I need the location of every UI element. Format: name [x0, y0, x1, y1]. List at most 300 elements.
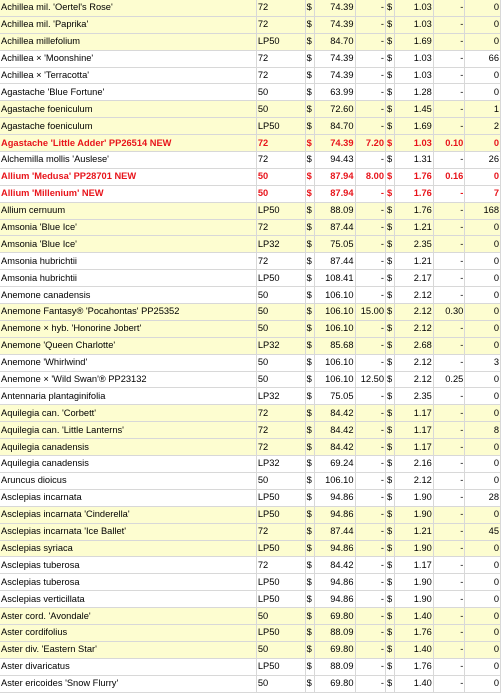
- unit-royalty-cell[interactable]: -: [433, 405, 465, 422]
- unit-price-cell[interactable]: 1.21: [395, 219, 434, 236]
- tray-size-cell[interactable]: 72: [256, 0, 305, 16]
- plant-name-cell[interactable]: Asclepias verticillata: [0, 591, 256, 608]
- unit-price-cell[interactable]: 1.03: [395, 50, 434, 67]
- unit-price-cell[interactable]: 1.03: [395, 0, 434, 16]
- table-row[interactable]: [0, 253, 501, 270]
- tray-price-cell[interactable]: 74.39: [314, 0, 355, 16]
- tray-royalty-cell[interactable]: -: [355, 675, 386, 692]
- tray-royalty-cell[interactable]: -: [355, 152, 386, 169]
- plant-name-cell[interactable]: Allium 'Medusa' PP28701 NEW: [0, 168, 256, 185]
- currency-cell[interactable]: $: [305, 641, 314, 658]
- quantity-cell[interactable]: 28: [465, 489, 501, 506]
- currency-cell[interactable]: $: [305, 320, 314, 337]
- table-row[interactable]: [0, 354, 501, 371]
- tray-royalty-cell[interactable]: 8.00: [355, 168, 386, 185]
- unit-royalty-cell[interactable]: -: [433, 152, 465, 169]
- plant-name-cell[interactable]: Agastache foeniculum: [0, 118, 256, 135]
- currency-cell[interactable]: $: [386, 439, 395, 456]
- unit-price-cell[interactable]: 2.16: [395, 456, 434, 473]
- tray-size-cell[interactable]: 72: [256, 135, 305, 152]
- quantity-cell[interactable]: 26: [465, 152, 501, 169]
- tray-price-cell[interactable]: 88.09: [314, 202, 355, 219]
- unit-royalty-cell[interactable]: -: [433, 50, 465, 67]
- tray-size-cell[interactable]: 50: [256, 472, 305, 489]
- currency-cell[interactable]: $: [386, 388, 395, 405]
- tray-price-cell[interactable]: 84.42: [314, 557, 355, 574]
- unit-royalty-cell[interactable]: -: [433, 658, 465, 675]
- currency-cell[interactable]: $: [386, 472, 395, 489]
- tray-size-cell[interactable]: 50: [256, 304, 305, 321]
- currency-cell[interactable]: $: [305, 439, 314, 456]
- tray-price-cell[interactable]: 94.43: [314, 152, 355, 169]
- tray-size-cell[interactable]: LP50: [256, 591, 305, 608]
- quantity-cell[interactable]: 0: [465, 591, 501, 608]
- tray-size-cell[interactable]: 50: [256, 101, 305, 118]
- unit-royalty-cell[interactable]: -: [433, 354, 465, 371]
- table-row[interactable]: [0, 287, 501, 304]
- unit-price-cell[interactable]: 2.12: [395, 354, 434, 371]
- currency-cell[interactable]: $: [386, 624, 395, 641]
- tray-royalty-cell[interactable]: -: [355, 557, 386, 574]
- unit-price-cell[interactable]: 2.35: [395, 388, 434, 405]
- currency-cell[interactable]: $: [305, 489, 314, 506]
- quantity-cell[interactable]: 0: [465, 557, 501, 574]
- unit-royalty-cell[interactable]: -: [433, 439, 465, 456]
- tray-royalty-cell[interactable]: -: [355, 320, 386, 337]
- quantity-cell[interactable]: 0: [465, 33, 501, 50]
- plant-name-cell[interactable]: Aruncus dioicus: [0, 472, 256, 489]
- tray-price-cell[interactable]: 69.80: [314, 641, 355, 658]
- currency-cell[interactable]: $: [386, 337, 395, 354]
- unit-royalty-cell[interactable]: -: [433, 608, 465, 625]
- plant-name-cell[interactable]: Anemone canadensis: [0, 287, 256, 304]
- currency-cell[interactable]: $: [386, 540, 395, 557]
- plant-name-cell[interactable]: Anemone × hyb. 'Honorine Jobert': [0, 320, 256, 337]
- unit-royalty-cell[interactable]: -: [433, 574, 465, 591]
- unit-royalty-cell[interactable]: -: [433, 287, 465, 304]
- plant-name-cell[interactable]: Asclepias incarnata: [0, 489, 256, 506]
- plant-name-cell[interactable]: Agastache 'Little Adder' PP26514 NEW: [0, 135, 256, 152]
- tray-royalty-cell[interactable]: -: [355, 0, 386, 16]
- plant-name-cell[interactable]: Aquilegia can. 'Little Lanterns': [0, 422, 256, 439]
- tray-price-cell[interactable]: 94.86: [314, 574, 355, 591]
- tray-price-cell[interactable]: 87.94: [314, 185, 355, 202]
- table-row[interactable]: [0, 219, 501, 236]
- quantity-cell[interactable]: 0: [465, 0, 501, 16]
- quantity-cell[interactable]: 3: [465, 354, 501, 371]
- table-row[interactable]: [0, 608, 501, 625]
- table-row[interactable]: [0, 0, 501, 16]
- currency-cell[interactable]: $: [386, 202, 395, 219]
- table-row[interactable]: [0, 489, 501, 506]
- currency-cell[interactable]: $: [305, 574, 314, 591]
- tray-royalty-cell[interactable]: -: [355, 202, 386, 219]
- tray-size-cell[interactable]: LP50: [256, 270, 305, 287]
- tray-royalty-cell[interactable]: -: [355, 489, 386, 506]
- plant-name-cell[interactable]: Aster ericoides 'Snow Flurry': [0, 675, 256, 692]
- table-row[interactable]: [0, 557, 501, 574]
- quantity-cell[interactable]: 168: [465, 202, 501, 219]
- quantity-cell[interactable]: 0: [465, 135, 501, 152]
- plant-name-cell[interactable]: Amsonia 'Blue Ice': [0, 236, 256, 253]
- currency-cell[interactable]: $: [305, 371, 314, 388]
- tray-price-cell[interactable]: 69.80: [314, 675, 355, 692]
- tray-size-cell[interactable]: 72: [256, 422, 305, 439]
- tray-size-cell[interactable]: 72: [256, 219, 305, 236]
- plant-name-cell[interactable]: Anemone 'Queen Charlotte': [0, 337, 256, 354]
- table-row[interactable]: [0, 33, 501, 50]
- plant-name-cell[interactable]: Amsonia 'Blue Ice': [0, 219, 256, 236]
- tray-royalty-cell[interactable]: -: [355, 270, 386, 287]
- quantity-cell[interactable]: 0: [465, 16, 501, 33]
- plant-name-cell[interactable]: Achillea × 'Moonshine': [0, 50, 256, 67]
- unit-royalty-cell[interactable]: -: [433, 506, 465, 523]
- plant-name-cell[interactable]: Allium cernuum: [0, 202, 256, 219]
- tray-price-cell[interactable]: 72.60: [314, 101, 355, 118]
- unit-price-cell[interactable]: 1.76: [395, 202, 434, 219]
- unit-royalty-cell[interactable]: -: [433, 540, 465, 557]
- currency-cell[interactable]: $: [305, 84, 314, 101]
- currency-cell[interactable]: $: [305, 591, 314, 608]
- tray-price-cell[interactable]: 87.44: [314, 219, 355, 236]
- unit-price-cell[interactable]: 1.17: [395, 439, 434, 456]
- tray-size-cell[interactable]: LP50: [256, 118, 305, 135]
- quantity-cell[interactable]: 1: [465, 101, 501, 118]
- table-row[interactable]: [0, 422, 501, 439]
- quantity-cell[interactable]: 7: [465, 185, 501, 202]
- unit-price-cell[interactable]: 2.12: [395, 472, 434, 489]
- tray-price-cell[interactable]: 85.68: [314, 337, 355, 354]
- currency-cell[interactable]: $: [305, 270, 314, 287]
- unit-royalty-cell[interactable]: -: [433, 236, 465, 253]
- plant-name-cell[interactable]: Asclepias tuberosa: [0, 574, 256, 591]
- tray-royalty-cell[interactable]: -: [355, 456, 386, 473]
- tray-size-cell[interactable]: 50: [256, 168, 305, 185]
- quantity-cell[interactable]: 0: [465, 388, 501, 405]
- currency-cell[interactable]: $: [305, 219, 314, 236]
- tray-price-cell[interactable]: 106.10: [314, 371, 355, 388]
- tray-price-cell[interactable]: 84.70: [314, 33, 355, 50]
- tray-size-cell[interactable]: 72: [256, 405, 305, 422]
- currency-cell[interactable]: $: [386, 236, 395, 253]
- currency-cell[interactable]: $: [386, 253, 395, 270]
- unit-price-cell[interactable]: 1.21: [395, 523, 434, 540]
- unit-price-cell[interactable]: 1.90: [395, 540, 434, 557]
- tray-price-cell[interactable]: 74.39: [314, 50, 355, 67]
- table-row[interactable]: [0, 591, 501, 608]
- quantity-cell[interactable]: 0: [465, 84, 501, 101]
- tray-price-cell[interactable]: 74.39: [314, 16, 355, 33]
- currency-cell[interactable]: $: [305, 658, 314, 675]
- unit-royalty-cell[interactable]: -: [433, 118, 465, 135]
- currency-cell[interactable]: $: [305, 101, 314, 118]
- tray-royalty-cell[interactable]: -: [355, 50, 386, 67]
- tray-price-cell[interactable]: 94.86: [314, 591, 355, 608]
- tray-price-cell[interactable]: 74.39: [314, 67, 355, 84]
- tray-royalty-cell[interactable]: -: [355, 439, 386, 456]
- quantity-cell[interactable]: 0: [465, 304, 501, 321]
- unit-royalty-cell[interactable]: 0.25: [433, 371, 465, 388]
- quantity-cell[interactable]: 0: [465, 168, 501, 185]
- currency-cell[interactable]: $: [305, 388, 314, 405]
- unit-price-cell[interactable]: 1.40: [395, 675, 434, 692]
- currency-cell[interactable]: $: [386, 456, 395, 473]
- tray-royalty-cell[interactable]: 12.50: [355, 371, 386, 388]
- currency-cell[interactable]: $: [305, 472, 314, 489]
- tray-price-cell[interactable]: 106.10: [314, 472, 355, 489]
- table-row[interactable]: [0, 658, 501, 675]
- tray-size-cell[interactable]: 72: [256, 16, 305, 33]
- tray-size-cell[interactable]: 50: [256, 354, 305, 371]
- unit-royalty-cell[interactable]: -: [433, 101, 465, 118]
- tray-size-cell[interactable]: 72: [256, 557, 305, 574]
- tray-size-cell[interactable]: 72: [256, 152, 305, 169]
- tray-royalty-cell[interactable]: -: [355, 658, 386, 675]
- tray-size-cell[interactable]: 72: [256, 523, 305, 540]
- unit-price-cell[interactable]: 1.76: [395, 624, 434, 641]
- unit-price-cell[interactable]: 2.35: [395, 236, 434, 253]
- unit-royalty-cell[interactable]: -: [433, 270, 465, 287]
- unit-price-cell[interactable]: 1.03: [395, 135, 434, 152]
- tray-price-cell[interactable]: 75.05: [314, 388, 355, 405]
- plant-name-cell[interactable]: Aster divaricatus: [0, 658, 256, 675]
- unit-price-cell[interactable]: 1.21: [395, 253, 434, 270]
- unit-royalty-cell[interactable]: -: [433, 202, 465, 219]
- currency-cell[interactable]: $: [305, 202, 314, 219]
- unit-royalty-cell[interactable]: -: [433, 489, 465, 506]
- quantity-cell[interactable]: 66: [465, 50, 501, 67]
- currency-cell[interactable]: $: [305, 67, 314, 84]
- quantity-cell[interactable]: 0: [465, 405, 501, 422]
- currency-cell[interactable]: $: [386, 152, 395, 169]
- table-row[interactable]: [0, 540, 501, 557]
- plant-name-cell[interactable]: Allium 'Millenium' NEW: [0, 185, 256, 202]
- tray-size-cell[interactable]: LP50: [256, 489, 305, 506]
- currency-cell[interactable]: $: [305, 185, 314, 202]
- unit-price-cell[interactable]: 1.90: [395, 506, 434, 523]
- tray-price-cell[interactable]: 106.10: [314, 287, 355, 304]
- tray-size-cell[interactable]: 72: [256, 67, 305, 84]
- currency-cell[interactable]: $: [305, 118, 314, 135]
- unit-price-cell[interactable]: 2.68: [395, 337, 434, 354]
- table-row[interactable]: [0, 270, 501, 287]
- plant-name-cell[interactable]: Anemone 'Whirlwind': [0, 354, 256, 371]
- currency-cell[interactable]: $: [305, 354, 314, 371]
- quantity-cell[interactable]: 0: [465, 675, 501, 692]
- currency-cell[interactable]: $: [386, 135, 395, 152]
- tray-price-cell[interactable]: 84.42: [314, 439, 355, 456]
- tray-royalty-cell[interactable]: -: [355, 354, 386, 371]
- currency-cell[interactable]: $: [386, 270, 395, 287]
- currency-cell[interactable]: $: [386, 50, 395, 67]
- plant-name-cell[interactable]: Antennaria plantaginifolia: [0, 388, 256, 405]
- plant-name-cell[interactable]: Achillea mil. 'Paprika': [0, 16, 256, 33]
- tray-size-cell[interactable]: 50: [256, 641, 305, 658]
- unit-price-cell[interactable]: 1.90: [395, 591, 434, 608]
- plant-name-cell[interactable]: Aquilegia can. 'Corbett': [0, 405, 256, 422]
- tray-price-cell[interactable]: 63.99: [314, 84, 355, 101]
- quantity-cell[interactable]: 0: [465, 270, 501, 287]
- tray-royalty-cell[interactable]: -: [355, 506, 386, 523]
- tray-royalty-cell[interactable]: -: [355, 608, 386, 625]
- tray-size-cell[interactable]: LP50: [256, 202, 305, 219]
- unit-royalty-cell[interactable]: 0.10: [433, 135, 465, 152]
- tray-royalty-cell[interactable]: -: [355, 422, 386, 439]
- currency-cell[interactable]: $: [386, 118, 395, 135]
- quantity-cell[interactable]: 0: [465, 439, 501, 456]
- currency-cell[interactable]: $: [386, 304, 395, 321]
- quantity-cell[interactable]: 0: [465, 574, 501, 591]
- tray-price-cell[interactable]: 88.09: [314, 624, 355, 641]
- unit-price-cell[interactable]: 1.76: [395, 185, 434, 202]
- quantity-cell[interactable]: 0: [465, 371, 501, 388]
- tray-size-cell[interactable]: LP50: [256, 33, 305, 50]
- table-row[interactable]: [0, 320, 501, 337]
- unit-royalty-cell[interactable]: -: [433, 253, 465, 270]
- currency-cell[interactable]: $: [305, 422, 314, 439]
- currency-cell[interactable]: $: [386, 574, 395, 591]
- plant-name-cell[interactable]: Agastache foeniculum: [0, 101, 256, 118]
- tray-royalty-cell[interactable]: -: [355, 84, 386, 101]
- tray-size-cell[interactable]: LP32: [256, 388, 305, 405]
- table-row[interactable]: [0, 506, 501, 523]
- currency-cell[interactable]: $: [386, 219, 395, 236]
- currency-cell[interactable]: $: [305, 557, 314, 574]
- quantity-cell[interactable]: 0: [465, 320, 501, 337]
- table-row[interactable]: [0, 523, 501, 540]
- currency-cell[interactable]: $: [305, 337, 314, 354]
- table-row[interactable]: [0, 675, 501, 692]
- tray-royalty-cell[interactable]: -: [355, 472, 386, 489]
- unit-price-cell[interactable]: 2.12: [395, 371, 434, 388]
- unit-price-cell[interactable]: 1.69: [395, 33, 434, 50]
- table-row[interactable]: [0, 456, 501, 473]
- tray-price-cell[interactable]: 106.10: [314, 354, 355, 371]
- tray-size-cell[interactable]: LP50: [256, 540, 305, 557]
- unit-royalty-cell[interactable]: -: [433, 67, 465, 84]
- tray-price-cell[interactable]: 94.86: [314, 489, 355, 506]
- currency-cell[interactable]: $: [386, 16, 395, 33]
- plant-name-cell[interactable]: Aster div. 'Eastern Star': [0, 641, 256, 658]
- tray-size-cell[interactable]: 50: [256, 287, 305, 304]
- tray-royalty-cell[interactable]: -: [355, 219, 386, 236]
- table-row[interactable]: [0, 152, 501, 169]
- tray-royalty-cell[interactable]: -: [355, 641, 386, 658]
- tray-royalty-cell[interactable]: -: [355, 405, 386, 422]
- unit-royalty-cell[interactable]: -: [433, 422, 465, 439]
- quantity-cell[interactable]: 45: [465, 523, 501, 540]
- currency-cell[interactable]: $: [386, 641, 395, 658]
- unit-royalty-cell[interactable]: 0.16: [433, 168, 465, 185]
- quantity-cell[interactable]: 0: [465, 472, 501, 489]
- tray-size-cell[interactable]: 50: [256, 608, 305, 625]
- currency-cell[interactable]: $: [386, 489, 395, 506]
- unit-price-cell[interactable]: 1.17: [395, 422, 434, 439]
- currency-cell[interactable]: $: [386, 84, 395, 101]
- tray-price-cell[interactable]: 84.70: [314, 118, 355, 135]
- table-row[interactable]: [0, 371, 501, 388]
- tray-royalty-cell[interactable]: -: [355, 574, 386, 591]
- plant-name-cell[interactable]: Aquilegia canadensis: [0, 456, 256, 473]
- tray-royalty-cell[interactable]: -: [355, 388, 386, 405]
- unit-price-cell[interactable]: 1.45: [395, 101, 434, 118]
- tray-price-cell[interactable]: 74.39: [314, 135, 355, 152]
- tray-royalty-cell[interactable]: -: [355, 540, 386, 557]
- unit-price-cell[interactable]: 1.76: [395, 168, 434, 185]
- tray-size-cell[interactable]: LP32: [256, 236, 305, 253]
- unit-price-cell[interactable]: 1.28: [395, 84, 434, 101]
- currency-cell[interactable]: $: [305, 135, 314, 152]
- unit-price-cell[interactable]: 1.17: [395, 405, 434, 422]
- tray-price-cell[interactable]: 87.44: [314, 253, 355, 270]
- currency-cell[interactable]: $: [305, 287, 314, 304]
- tray-size-cell[interactable]: 50: [256, 84, 305, 101]
- quantity-cell[interactable]: 0: [465, 506, 501, 523]
- plant-name-cell[interactable]: Asclepias incarnata 'Cinderella': [0, 506, 256, 523]
- plant-name-cell[interactable]: Asclepias syriaca: [0, 540, 256, 557]
- table-row[interactable]: [0, 202, 501, 219]
- table-row[interactable]: [0, 388, 501, 405]
- plant-name-cell[interactable]: Aster cordifolius: [0, 624, 256, 641]
- tray-royalty-cell[interactable]: -: [355, 101, 386, 118]
- quantity-cell[interactable]: 0: [465, 608, 501, 625]
- quantity-cell[interactable]: 0: [465, 540, 501, 557]
- table-row[interactable]: [0, 84, 501, 101]
- quantity-cell[interactable]: 0: [465, 624, 501, 641]
- unit-royalty-cell[interactable]: -: [433, 219, 465, 236]
- unit-price-cell[interactable]: 1.31: [395, 152, 434, 169]
- tray-size-cell[interactable]: 50: [256, 320, 305, 337]
- currency-cell[interactable]: $: [386, 168, 395, 185]
- currency-cell[interactable]: $: [386, 405, 395, 422]
- tray-price-cell[interactable]: 94.86: [314, 506, 355, 523]
- tray-price-cell[interactable]: 84.42: [314, 422, 355, 439]
- plant-name-cell[interactable]: Achillea millefolium: [0, 33, 256, 50]
- currency-cell[interactable]: $: [386, 0, 395, 16]
- quantity-cell[interactable]: 0: [465, 287, 501, 304]
- unit-royalty-cell[interactable]: -: [433, 33, 465, 50]
- tray-royalty-cell[interactable]: -: [355, 591, 386, 608]
- tray-size-cell[interactable]: 72: [256, 50, 305, 67]
- table-row[interactable]: [0, 16, 501, 33]
- plant-name-cell[interactable]: Alchemilla mollis 'Auslese': [0, 152, 256, 169]
- tray-size-cell[interactable]: LP32: [256, 337, 305, 354]
- unit-price-cell[interactable]: 2.17: [395, 270, 434, 287]
- tray-size-cell[interactable]: LP50: [256, 658, 305, 675]
- unit-royalty-cell[interactable]: -: [433, 84, 465, 101]
- table-row[interactable]: [0, 50, 501, 67]
- table-row[interactable]: [0, 304, 501, 321]
- table-row[interactable]: [0, 236, 501, 253]
- currency-cell[interactable]: $: [305, 0, 314, 16]
- unit-royalty-cell[interactable]: -: [433, 675, 465, 692]
- currency-cell[interactable]: $: [386, 101, 395, 118]
- tray-royalty-cell[interactable]: -: [355, 16, 386, 33]
- tray-price-cell[interactable]: 94.86: [314, 540, 355, 557]
- currency-cell[interactable]: $: [305, 16, 314, 33]
- plant-name-cell[interactable]: Agastache 'Blue Fortune': [0, 84, 256, 101]
- plant-name-cell[interactable]: Achillea × 'Terracotta': [0, 67, 256, 84]
- unit-royalty-cell[interactable]: -: [433, 591, 465, 608]
- table-row[interactable]: [0, 118, 501, 135]
- currency-cell[interactable]: $: [305, 168, 314, 185]
- currency-cell[interactable]: $: [305, 540, 314, 557]
- currency-cell[interactable]: $: [386, 67, 395, 84]
- quantity-cell[interactable]: 0: [465, 641, 501, 658]
- unit-price-cell[interactable]: 1.90: [395, 489, 434, 506]
- tray-price-cell[interactable]: 106.10: [314, 304, 355, 321]
- unit-royalty-cell[interactable]: -: [433, 388, 465, 405]
